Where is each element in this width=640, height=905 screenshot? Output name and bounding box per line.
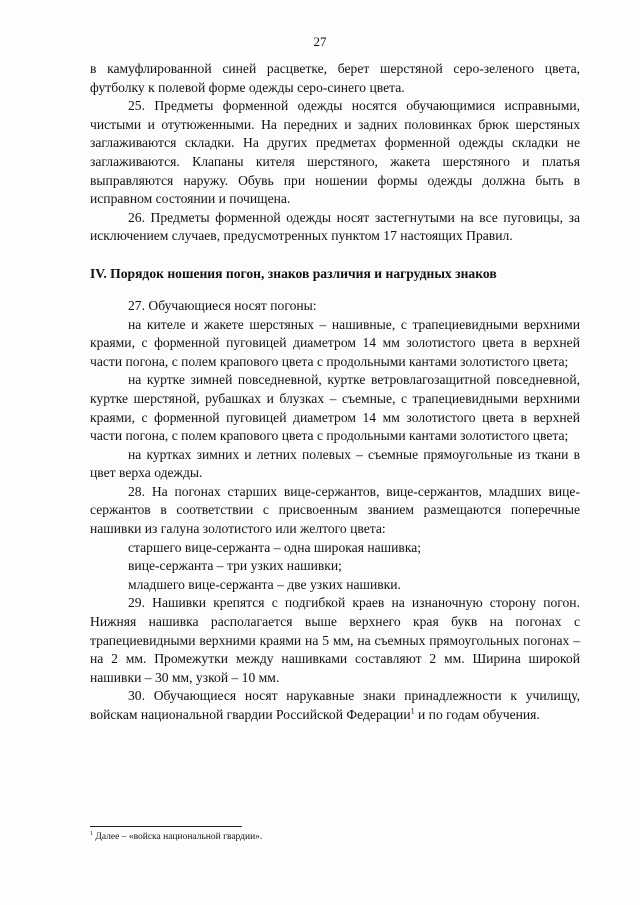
list-item-polevye: на куртках зимних и летних полевых – съемные прямоугольные из ткани в цвет верха одежды.	[90, 446, 580, 481]
paragraph-30	[90, 687, 580, 724]
paragraph-continuation: в камуфлированной синей расцветке, берет шерстяной серо-зеленого цвета, футболку к полевой форме одежды серо-синего цвета.	[90, 61, 580, 95]
list-item-junior: младшего вице-сержанта – две узких нашивки.	[128, 576, 401, 592]
paragraph-28: 28. На погонах старших вице-сержантов, вице-сержантов, младших вице-сержантов в соответствии с присвоенным званием размещаются поперечные нашивки из галуна золотистого или желтого цвета:	[90, 483, 580, 537]
paragraph-30-tail: и по годам обучения.	[414, 707, 540, 722]
section-heading: IV. Порядок ношения погон, знаков различия и нагрудных знаков	[90, 265, 497, 281]
page-number: 27	[313, 34, 327, 49]
list-item-kurtka: на куртке зимней повседневной, куртке ветровлагозащитной повседневной, куртке шерстяной, рубашках и блузках – съемные, с трапециевидными верхними краями, с форменной пуговицей диаметром 14 мм золотистого цвета в верхней части погона, с полем крапового цвета с продольными кантами золотистого цвета;	[90, 372, 580, 444]
footnote-text: Далее – «войска национальной гвардии».	[93, 832, 263, 842]
page-body	[90, 60, 580, 725]
paragraph-27: 27. Обучающиеся носят погоны:	[128, 297, 317, 313]
footnote-marker: 1	[90, 830, 93, 837]
paragraph-29: 29. Нашивки крепятся с подгибкой краев на изнаночную сторону погон. Нижняя нашивка располагается выше верхнего края букв на погонах с трапециевидными верхними краями на 5 мм, на съемных прямоугольных погонах – на 2 мм. Промежутки между нашивками составляют 2 мм. Ширина широкой нашивки – 30 мм, узкой – 10 мм.	[90, 595, 580, 685]
paragraph-26: 26. Предметы форменной одежды носят застегнутыми на все пуговицы, за исключением случаев, предусмотренных пунктом 17 настоящих Правил.	[90, 209, 580, 244]
list-item-senior: старшего вице-сержанта – одна широкая нашивка;	[128, 539, 422, 555]
footnote-divider	[90, 826, 242, 827]
footnote-reference: 1	[410, 706, 415, 716]
paragraph-25: 25. Предметы форменной одежды носятся обучающимися исправными, чистыми и отутюженными. На передних и задних половинках брюк шерстяных заглаживаются складки. На других предметах форменной одежды складки не заглаживаются. Клапаны кителя шерстяного, жакета шерстяного и платья выправляются наружу. Обувь при ношении формы одежды должна быть в исправном состоянии и почищена.	[90, 98, 580, 207]
paragraph-30-text: 30. Обучающиеся носят нарукавные знаки принадлежности к училищу, войскам национальной гвардии Российской Федерации	[90, 688, 580, 722]
list-item-sergeant: вице-сержанта – три узких нашивки;	[128, 558, 342, 574]
list-item-kitel: на кителе и жакете шерстяных – нашивные, с трапециевидными верхними краями, с форменной пуговицей диаметром 14 мм золотистого цвета в верхней части погона, с полем крапового цвета с продольными кантами золотистого цвета;	[90, 316, 580, 369]
footnote	[90, 831, 262, 843]
